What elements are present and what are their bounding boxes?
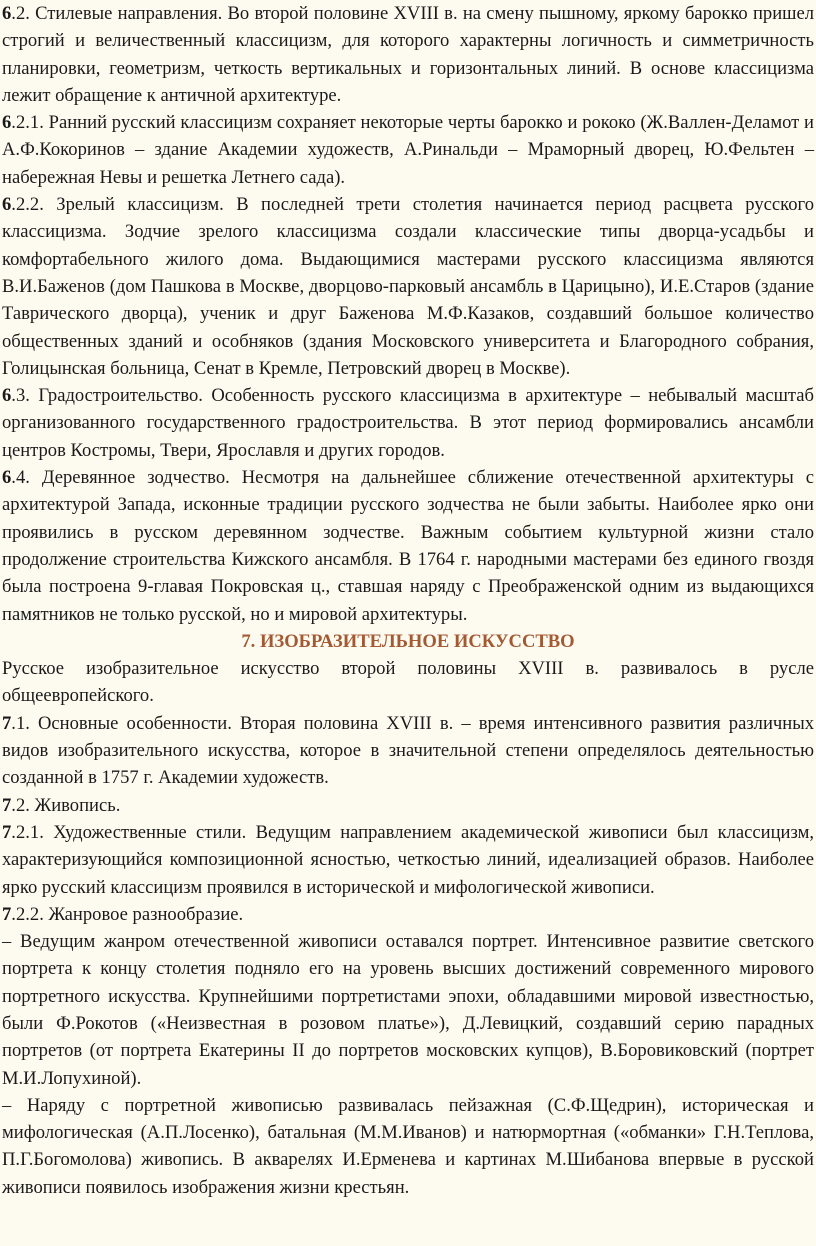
paragraph-text: .2.1. Художественные стили. Ведущим направлением академической живописи был классицизм, характеризующийся композиционной ясностью, четкостью линий, идеализацией образов. Наиболее ярко русский классицизм проявился в исторической и мифологической живописи. bbox=[2, 821, 814, 898]
section-number: 7 bbox=[2, 821, 12, 843]
paragraph-text: .2. Живопись. bbox=[11, 794, 121, 816]
section-number: 6 bbox=[2, 112, 12, 134]
paragraph-6-4 bbox=[2, 464, 814, 628]
paragraph-text: .2.1. Ранний русский классицизм сохраняет некоторые черты барокко и рококо (Ж.Валлен-Деламот и А.Ф.Кокоринов – здание Академии художеств, А.Ринальди – Мраморный дворец, Ю.Фельтен – набережная Невы и решетка Летнего сада). bbox=[2, 112, 814, 188]
paragraph-text: .1. Основные особенности. Вторая половина XVIII в. – время интенсивного развития различных видов изобразительного искусства, которое в значительной степени определялось деятельностью созданной в 1757 г. Академии художеств. bbox=[2, 712, 814, 789]
dash-paragraph-portrait: – Ведущим жанром отечественной живописи оставался портрет. Интенсивное развитие светского портрета к концу столетия подняло его на уровень высших достижений современного мирового портретного искусства. Крупнейшими портретистами эпохи, обладавшими мировой известностью, были Ф.Рокотов («Неизвестная в розовом платье»), Д.Левицкий, создавший серию парадных портретов (от портрета Екатерины II до портретов московских купцов), В.Боровиковский (портрет М.И.Лопухиной). bbox=[2, 931, 814, 1089]
paragraph-text: .3. Градостроительство. Особенность русского классицизма в архитектуре – небывалый масштаб организованного государственного градостроительства. В этот период формировались ансамбли центров Костромы, Твери, Ярославля и других городов. bbox=[2, 385, 814, 461]
paragraph-7-2-1 bbox=[2, 819, 814, 901]
section-number: 6 bbox=[2, 385, 12, 407]
section-number: 6 bbox=[2, 467, 12, 489]
paragraph-6-3 bbox=[2, 382, 814, 464]
section-number: 6 bbox=[2, 194, 12, 216]
section-number: 7 bbox=[2, 903, 12, 925]
dash-paragraph-genres: – Наряду с портретной живописью развивалась пейзажная (С.Ф.Щедрин), историческая и мифологическая (А.П.Лосенко), батальная (М.М.Иванов) и натюрмортная («обманки» Г.Н.Теплова, П.Г.Богомолова) живопись. В акварелях И.Ерменева и картинах М.Шибанова впервые в русской живописи появилось изображения жизни крестьян. bbox=[2, 1094, 814, 1198]
paragraph-7-2-2 bbox=[2, 901, 814, 928]
paragraph-7-2 bbox=[2, 792, 814, 819]
section-number: 7 bbox=[2, 794, 12, 816]
paragraph-text: .2.2. Жанровое разнообразие. bbox=[11, 903, 244, 925]
paragraph-6-2 bbox=[2, 0, 814, 109]
paragraph-6-2-1 bbox=[2, 109, 814, 191]
paragraph-7-1 bbox=[2, 710, 814, 792]
section-number: 7 bbox=[2, 712, 12, 734]
section-number: 6 bbox=[2, 3, 12, 24]
section-intro: Русское изобразительное искусство второй половины XVIII в. развивалось в русле общеевропейского. bbox=[2, 658, 814, 707]
paragraph-6-2-2 bbox=[2, 191, 814, 382]
section-heading: 7. ИЗОБРАЗИТЕЛЬНОЕ ИСКУССТВО bbox=[241, 630, 575, 652]
paragraph-text: .2. Стилевые направления. Во второй половине XVIII в. на смену пышному, яркому барокко пришел строгий и величественный классицизм, для которого характерны логичность и симметричность планировки, геометризм, четкость вертикальных и горизонтальных линий. В основе классицизма лежит обращение к античной архитектуре. bbox=[2, 3, 814, 106]
paragraph-text: .4. Деревянное зодчество. Несмотря на дальнейшее сближение отечественной архитектуры с архитектурой Запада, исконные традиции русского зодчества не были забыты. Наиболее ярко они проявились в русском деревянном зодчестве. Важным событием культурной жизни стало продолжение строительства Кижского ансамбля. В 1764 г. народными мастерами без единого гвоздя была построена 9-главая Покровская ц., ставшая наряду с Преображенской одним из выдающихся памятников не только русской, но и мировой архитектуры. bbox=[2, 467, 814, 625]
paragraph-text: .2.2. Зрелый классицизм. В последней трети столетия начинается период расцвета русского классицизма. Зодчие зрелого классицизма создали классические типы дворца-усадьбы и комфортабельного жилого дома. Выдающимися мастерами русского классицизма являются В.И.Баженов (дом Пашкова в Москве, дворцово-парковый ансамбль в Царицыно), И.Е.Старов (здание Таврического дворца), ученик и друг Баженова М.Ф.Казаков, создавший большое количество общественных зданий и особняков (здания Московского университета и Благородного собрания, Голицынская больница, Сенат в Кремле, Петровский дворец в Москве). bbox=[2, 194, 814, 379]
